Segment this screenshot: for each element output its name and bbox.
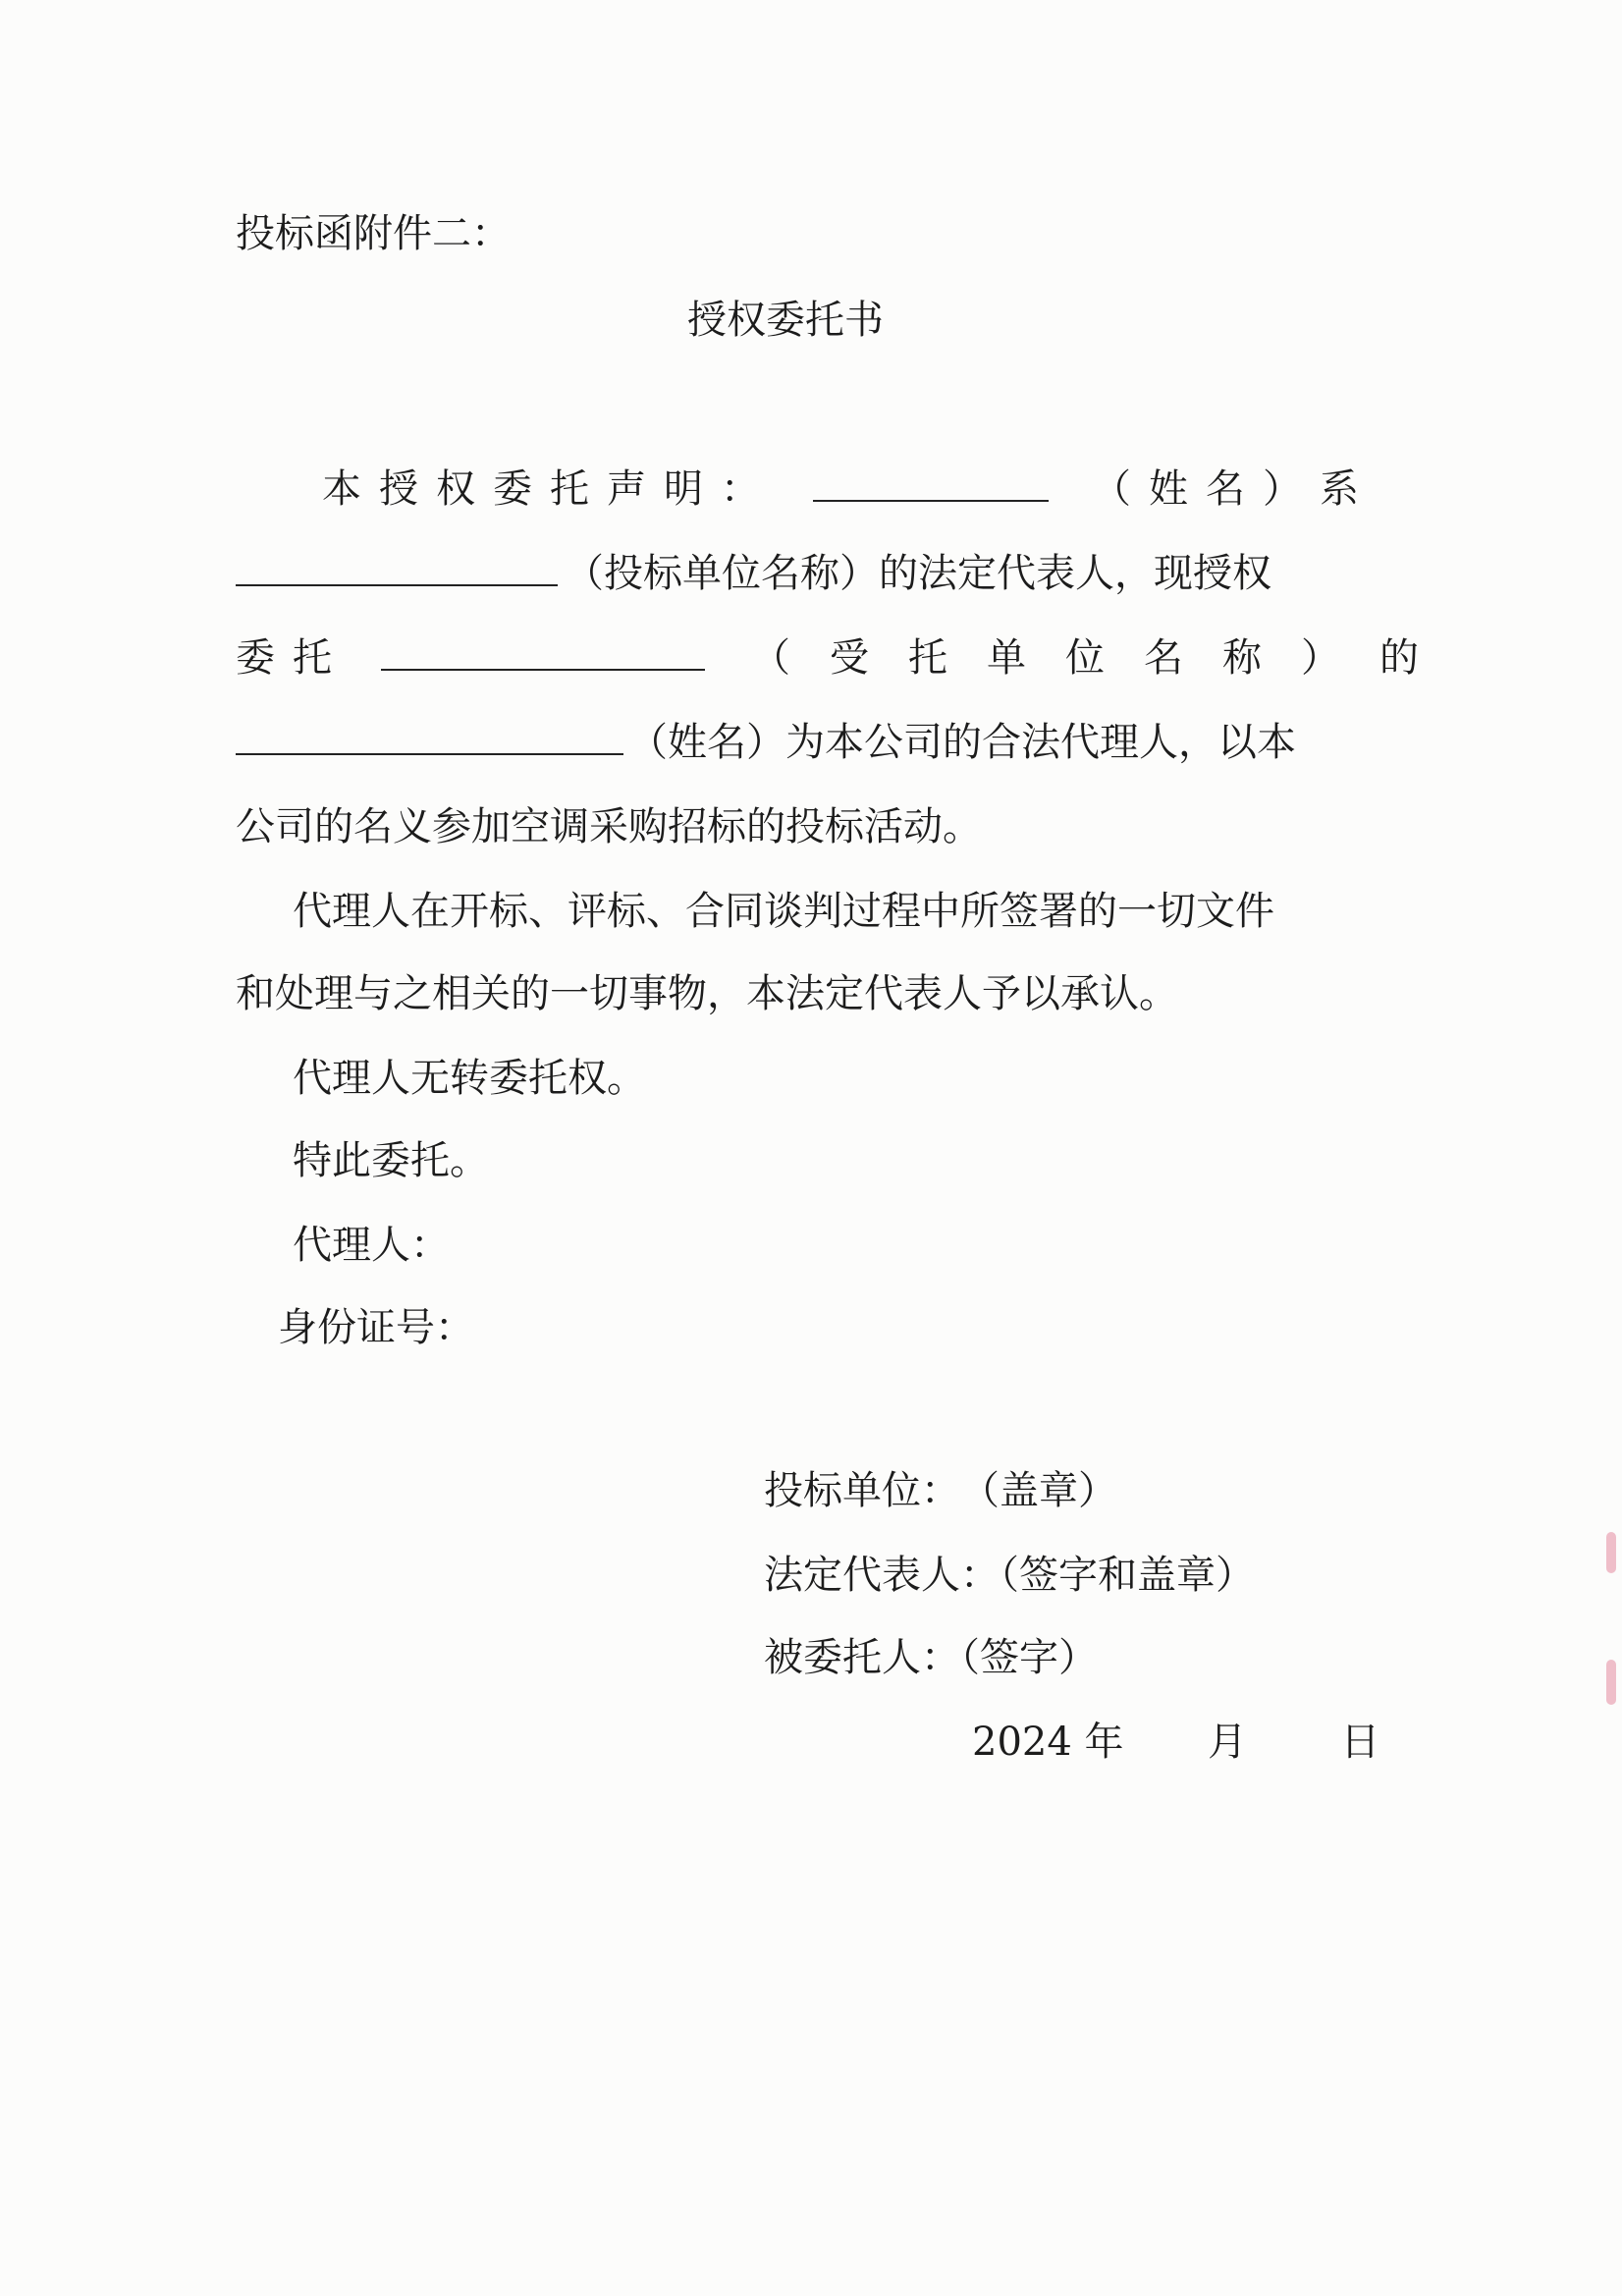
- paragraph2-line1: 代理人在开标、评标、合同谈判过程中所签署的一切文件: [293, 889, 1274, 934]
- seal-edge-mark: [1606, 1532, 1616, 1573]
- entrusted-unit-blank: [381, 630, 705, 685]
- legal-rep-signature: 法定代表人：（签字和盖章）: [764, 1553, 1255, 1598]
- agent-label: 代理人：: [293, 1223, 450, 1268]
- hereby-entrust: 特此委托。: [293, 1138, 489, 1183]
- statement-line5: 公司的名义参加空调采购招标的投标活动。: [236, 804, 982, 849]
- document-title: 授权委托书: [687, 298, 884, 343]
- date-year: 2024: [972, 1720, 1072, 1765]
- name-blank-1: [813, 462, 1049, 517]
- no-subdelegation: 代理人无转委托权。: [293, 1056, 646, 1101]
- date-year-unit: 年: [1084, 1720, 1124, 1765]
- agent-name-blank: [236, 715, 623, 770]
- statement-line1-prefix: 本授权委托声明：: [322, 466, 778, 512]
- seal-edge-mark: [1606, 1660, 1616, 1705]
- statement-line1-suffix: （姓名）系: [1092, 466, 1377, 512]
- id-number-label: 身份证号：: [278, 1305, 474, 1350]
- trustee-signature: 被委托人：（签字）: [764, 1635, 1098, 1680]
- statement-line2-suffix: （投标单位名称）的法定代表人，现授权: [565, 551, 1271, 596]
- attachment-label: 投标函附件二：: [236, 211, 511, 256]
- date-line: [972, 1715, 1379, 1770]
- statement-line4-suffix: （姓名）为本公司的合法代理人，以本: [628, 720, 1296, 765]
- statement-line3-suffix: （受托单位名称）的: [751, 635, 1458, 681]
- date-month-unit: 月: [1207, 1720, 1247, 1765]
- bidder-unit-seal: 投标单位： （盖章）: [764, 1468, 1117, 1513]
- date-day-unit: 日: [1340, 1720, 1380, 1765]
- bidder-unit-blank: [236, 546, 558, 601]
- statement-line3-prefix: 委托: [236, 635, 350, 681]
- paragraph2-line2: 和处理与之相关的一切事物，本法定代表人予以承认。: [236, 971, 1178, 1016]
